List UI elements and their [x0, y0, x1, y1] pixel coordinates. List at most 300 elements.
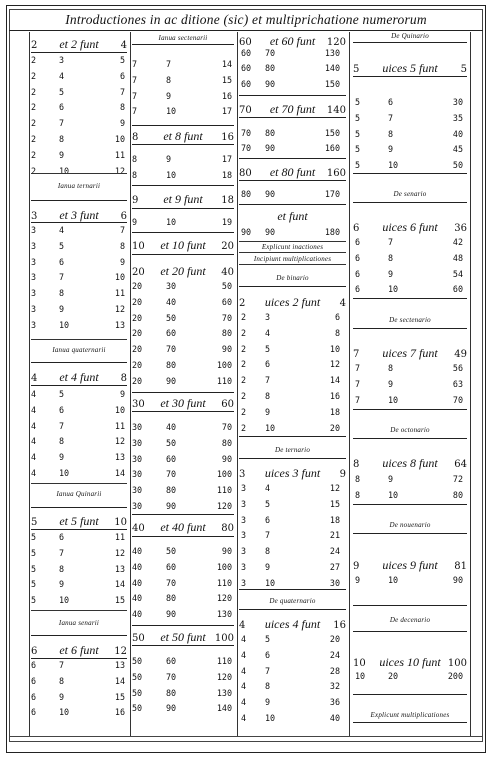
table-cell: 3 [59, 55, 65, 65]
table-cell: 9 [119, 118, 125, 129]
table-cell: 10 [59, 165, 70, 176]
table-cell: 20 [132, 296, 143, 307]
table-cell: 8 [132, 154, 138, 164]
rule [239, 609, 346, 610]
rule [353, 533, 467, 534]
rule [353, 42, 467, 43]
table-cell: 10 [59, 319, 70, 330]
table-cell: 8 [132, 169, 138, 180]
rule [353, 76, 467, 77]
table-cell: 15 [221, 74, 232, 85]
table-cell: 3 [31, 319, 37, 330]
table-cell: 50 [132, 656, 143, 666]
table-cell: 5 [119, 55, 125, 65]
rule [239, 241, 346, 242]
table-cell: 5 [355, 112, 361, 123]
table-cell: 50 [132, 671, 143, 682]
table-cell: 11 [114, 532, 125, 542]
table-cell: 9 [388, 378, 394, 389]
section-heading: De Quinario [391, 32, 429, 40]
header-left-value: 2 [239, 298, 246, 309]
table-cell: 170 [324, 189, 340, 199]
table-cell: 100 [216, 469, 232, 480]
table-cell: 6 [59, 102, 65, 113]
table-cell: 4 [241, 681, 247, 692]
table-cell: 30 [132, 422, 143, 432]
header-right-value: 18 [221, 195, 234, 206]
rule [239, 158, 346, 159]
table-cell: 10 [265, 577, 276, 588]
table-cell: 5 [59, 86, 65, 97]
table-cell: 6 [31, 675, 37, 686]
table-cell: 4 [241, 649, 247, 660]
table-header [239, 165, 346, 180]
table-cell: 40 [132, 561, 143, 572]
table-header [132, 630, 234, 645]
table-cell: 8 [119, 102, 125, 113]
rule [353, 694, 467, 695]
rule [353, 438, 467, 439]
table-cell: 15 [114, 691, 125, 702]
header-left-value: 8 [353, 459, 360, 470]
table-cell: 63 [452, 378, 463, 389]
table-cell: 50 [132, 687, 143, 698]
table-cell: 6 [388, 97, 394, 107]
table-cell: 8 [59, 563, 65, 574]
header-words: uices 6 funt [382, 220, 438, 234]
rule [132, 536, 234, 537]
table-cell: 150 [324, 78, 340, 89]
table-cell: 40 [166, 296, 177, 307]
header-left-value: 70 [239, 105, 252, 116]
header-left-value: 9 [353, 561, 360, 572]
rule [31, 635, 127, 636]
column-addition-multiplication [239, 32, 346, 736]
table-cell: 3 [31, 240, 37, 251]
table-cell: 6 [355, 284, 361, 295]
table-cell: 80 [265, 128, 276, 138]
rule [353, 328, 467, 329]
table-cell: 80 [265, 63, 276, 74]
table-cell: 80 [166, 360, 177, 370]
table-cell: 90 [221, 453, 232, 464]
table-cell: 120 [216, 671, 232, 682]
table-header [239, 34, 346, 49]
header-left-value: 6 [31, 646, 38, 657]
table-cell: 40 [329, 713, 340, 723]
table-cell: 4 [59, 225, 65, 235]
header-right-value: 16 [333, 620, 346, 631]
table-cell: 10 [114, 272, 125, 283]
header-words: et 60 funt [269, 34, 316, 48]
table-cell: 120 [216, 501, 232, 511]
table-cell: 6 [31, 660, 37, 670]
table-cell: 5 [31, 547, 37, 558]
section-heading: Ianua ternarii [57, 182, 101, 190]
rule [239, 436, 346, 437]
table-cell: 140 [216, 703, 232, 714]
rule [31, 200, 127, 201]
header-right-value: 20 [221, 241, 234, 252]
table-cell: 120 [216, 593, 232, 604]
header-right-value: 100 [214, 633, 234, 644]
table-cell: 2 [31, 86, 37, 97]
table-cell: 5 [355, 128, 361, 139]
table-cell: 3 [241, 577, 247, 588]
bottom-rule [9, 736, 483, 737]
table-cell: 90 [221, 344, 232, 355]
table-cell: 4 [241, 665, 247, 676]
table-cell: 6 [59, 532, 65, 542]
section-heading: De nouenario [389, 521, 431, 529]
table-cell: 7 [119, 225, 125, 235]
table-cell: 9 [119, 389, 125, 399]
table-cell: 16 [114, 707, 125, 718]
table-header [132, 192, 234, 207]
table-header [31, 208, 127, 223]
table-cell: 6 [59, 404, 65, 415]
table-cell: 2 [241, 343, 247, 354]
table-cell: 19 [221, 217, 232, 227]
table-cell: 180 [324, 227, 340, 237]
table-header [239, 209, 346, 224]
rule [31, 339, 127, 340]
table-cell: 6 [355, 237, 361, 247]
header-left-value: 40 [132, 523, 145, 534]
header-left-value: 5 [353, 64, 360, 75]
rule [132, 392, 234, 393]
table-cell: 60 [166, 453, 177, 464]
table-cell: 21 [329, 530, 340, 541]
rule [132, 645, 234, 646]
header-right-value: 120 [326, 37, 346, 48]
table-cell: 30 [452, 97, 463, 107]
header-right-value: 16 [221, 132, 234, 143]
section-heading: De binario [276, 274, 309, 282]
table-cell: 8 [265, 681, 271, 692]
table-cell: 9 [132, 217, 138, 227]
header-left-value: 3 [31, 211, 38, 222]
table-cell: 9 [119, 256, 125, 267]
table-header [239, 466, 346, 481]
table-cell: 70 [166, 671, 177, 682]
header-words: et 40 funt [160, 520, 206, 534]
table-cell: 100 [216, 561, 232, 572]
table-cell: 60 [166, 656, 177, 666]
table-cell: 9 [59, 149, 65, 160]
rule [239, 204, 346, 205]
rule [353, 409, 467, 410]
table-cell: 70 [166, 469, 177, 480]
rule [132, 625, 234, 626]
section-heading: Ianua Quinarii [56, 490, 102, 498]
table-cell: 90 [166, 703, 177, 714]
table-cell: 48 [452, 252, 463, 263]
table-header [353, 220, 467, 235]
header-words: et 70 funt [269, 102, 316, 116]
header-right-value: 40 [221, 267, 234, 278]
table-header [353, 655, 467, 670]
table-cell: 8 [388, 252, 394, 263]
header-right-value: 64 [454, 459, 467, 470]
header-words: et 9 funt [163, 192, 203, 206]
header-left-value: 50 [132, 633, 145, 644]
table-header [353, 456, 467, 471]
table-cell: 3 [31, 288, 37, 299]
table-cell: 7 [132, 59, 138, 69]
table-cell: 24 [329, 649, 340, 660]
column-divider [470, 32, 471, 736]
table-cell: 90 [265, 143, 276, 154]
table-cell: 4 [241, 713, 247, 723]
table-cell: 10 [166, 169, 177, 180]
table-cell: 130 [216, 687, 232, 698]
table-header [353, 346, 467, 361]
table-cell: 6 [59, 256, 65, 267]
table-cell: 56 [452, 363, 463, 373]
header-left-value: 3 [239, 469, 246, 480]
table-cell: 7 [59, 660, 65, 670]
rule [31, 173, 127, 174]
header-right-value: 8 [120, 373, 127, 384]
table-cell: 16 [221, 90, 232, 101]
header-right-value: 100 [447, 658, 467, 669]
table-cell: 90 [221, 546, 232, 556]
table-header [353, 558, 467, 573]
table-cell: 2 [31, 70, 37, 81]
header-left-value: 20 [132, 267, 145, 278]
header-words: et 10 funt [160, 238, 206, 252]
table-cell: 4 [241, 697, 247, 708]
table-cell: 9 [265, 562, 271, 572]
table-cell: 6 [355, 252, 361, 263]
table-cell: 10 [388, 575, 399, 585]
table-header [132, 264, 234, 279]
table-cell: 4 [241, 634, 247, 644]
table-cell: 6 [334, 312, 340, 322]
table-cell: 2 [31, 149, 37, 160]
header-words: et 8 funt [163, 129, 203, 143]
header-words: uices 5 funt [382, 61, 438, 75]
table-cell: 10 [166, 217, 177, 227]
table-cell: 4 [31, 452, 37, 463]
table-cell: 7 [59, 547, 65, 558]
table-cell: 7 [59, 272, 65, 283]
table-cell: 110 [216, 375, 232, 386]
table-cell: 20 [388, 671, 399, 681]
table-cell: 9 [265, 697, 271, 708]
table-cell: 6 [265, 514, 271, 525]
table-cell: 90 [166, 375, 177, 386]
column-divider [130, 32, 131, 736]
table-cell: 36 [329, 697, 340, 708]
column-multiplication [353, 32, 467, 736]
table-cell: 8 [166, 74, 172, 85]
table-cell: 3 [31, 304, 37, 314]
table-cell: 9 [265, 406, 271, 417]
rule [31, 52, 127, 53]
table-cell: 8 [334, 327, 340, 338]
table-cell: 11 [114, 288, 125, 299]
section-heading: Explicunt inactiones [261, 243, 324, 251]
header-left-value: 10 [353, 658, 366, 669]
column-divider [29, 32, 30, 736]
table-cell: 90 [265, 227, 276, 237]
table-cell: 7 [132, 74, 138, 85]
rule [239, 458, 346, 459]
table-cell: 54 [452, 268, 463, 279]
rule [132, 411, 234, 412]
table-cell: 10 [114, 134, 125, 144]
table-cell: 8 [388, 363, 394, 373]
table-cell: 13 [114, 452, 125, 463]
rule [239, 252, 346, 253]
table-cell: 12 [114, 304, 125, 314]
table-cell: 7 [355, 394, 361, 405]
rule [31, 362, 127, 363]
rule [239, 95, 346, 96]
table-cell: 7 [59, 118, 65, 129]
table-cell: 4 [31, 389, 37, 399]
table-cell: 3 [31, 256, 37, 267]
table-cell: 60 [452, 284, 463, 295]
table-cell: 7 [166, 59, 172, 69]
table-cell: 18 [221, 169, 232, 180]
table-cell: 70 [452, 394, 463, 405]
table-cell: 3 [31, 225, 37, 235]
table-cell: 7 [132, 90, 138, 101]
table-cell: 14 [114, 579, 125, 590]
header-left-value: 4 [31, 373, 38, 384]
header-left-value: 6 [353, 223, 360, 234]
table-cell: 10 [388, 160, 399, 171]
rule [132, 514, 234, 515]
table-cell: 10 [388, 394, 399, 405]
table-cell: 8 [265, 546, 271, 557]
rule [132, 185, 234, 186]
table-cell: 50 [132, 703, 143, 714]
table-cell: 10 [166, 106, 177, 117]
table-cell: 3 [241, 562, 247, 572]
table-cell: 12 [329, 483, 340, 493]
table-header [353, 61, 467, 76]
table-cell: 9 [166, 90, 172, 101]
table-cell: 14 [221, 59, 232, 69]
header-words: et 20 funt [160, 264, 206, 278]
table-cell: 200 [447, 671, 463, 681]
table-cell: 60 [241, 78, 252, 89]
table-cell: 3 [241, 498, 247, 509]
table-cell: 2 [241, 422, 247, 433]
rule [239, 117, 346, 118]
header-words: uices 7 funt [382, 346, 438, 360]
table-cell: 8 [388, 128, 394, 139]
table-cell: 5 [31, 579, 37, 590]
table-cell: 7 [388, 112, 394, 123]
table-cell: 5 [59, 240, 65, 251]
column-addition-1 [31, 32, 127, 736]
table-cell: 20 [132, 281, 143, 291]
table-cell: 60 [166, 328, 177, 339]
table-header [31, 643, 127, 658]
section-heading: Explicunt multiplicationes [370, 711, 450, 719]
table-cell: 42 [452, 237, 463, 247]
header-right-value: 36 [454, 223, 467, 234]
table-cell: 8 [119, 240, 125, 251]
table-cell: 50 [166, 546, 177, 556]
rule [31, 483, 127, 484]
rule [353, 298, 467, 299]
table-cell: 2 [241, 312, 247, 322]
table-cell: 20 [329, 634, 340, 644]
table-cell: 16 [329, 391, 340, 401]
table-cell: 100 [216, 360, 232, 370]
table-cell: 2 [241, 327, 247, 338]
header-left-value: 2 [31, 40, 38, 51]
table-cell: 40 [132, 609, 143, 620]
table-cell: 3 [241, 530, 247, 541]
table-cell: 2 [31, 102, 37, 113]
rule [31, 610, 127, 611]
table-cell: 60 [241, 48, 252, 58]
table-cell: 2 [241, 406, 247, 417]
table-cell: 30 [166, 281, 177, 291]
table-cell: 8 [59, 675, 65, 686]
header-left-value: 30 [132, 399, 145, 410]
table-cell: 9 [59, 304, 65, 314]
table-cell: 60 [241, 63, 252, 74]
table-cell: 80 [241, 189, 252, 199]
table-cell: 12 [329, 359, 340, 370]
rule [239, 264, 346, 265]
table-cell: 20 [329, 422, 340, 433]
rule [353, 173, 467, 174]
header-right-value: 60 [221, 399, 234, 410]
table-cell: 9 [59, 452, 65, 463]
table-cell: 4 [31, 468, 37, 478]
table-cell: 110 [216, 577, 232, 588]
table-cell: 9 [388, 268, 394, 279]
table-cell: 7 [388, 237, 394, 247]
table-cell: 40 [132, 577, 143, 588]
table-cell: 14 [329, 375, 340, 386]
header-left-value: 9 [132, 195, 139, 206]
table-cell: 2 [31, 165, 37, 176]
table-header [239, 102, 346, 117]
table-cell: 45 [452, 144, 463, 155]
table-header [132, 520, 234, 535]
header-right-value: 9 [339, 469, 346, 480]
table-cell: 70 [265, 48, 276, 58]
table-cell: 10 [388, 284, 399, 295]
table-cell: 6 [265, 649, 271, 660]
header-words: et 50 funt [160, 630, 206, 644]
table-cell: 20 [132, 360, 143, 370]
table-cell: 40 [132, 593, 143, 604]
table-cell: 5 [265, 343, 271, 354]
header-words: uices 2 funt [264, 295, 321, 309]
table-cell: 7 [355, 378, 361, 389]
table-cell: 5 [265, 498, 271, 509]
header-right-value: 160 [326, 168, 346, 179]
table-cell: 5 [355, 160, 361, 171]
table-header [132, 396, 234, 411]
table-header [239, 295, 346, 310]
table-cell: 140 [324, 63, 340, 74]
table-cell: 18 [329, 406, 340, 417]
table-cell: 70 [221, 422, 232, 432]
header-right-value: 10 [114, 517, 127, 528]
